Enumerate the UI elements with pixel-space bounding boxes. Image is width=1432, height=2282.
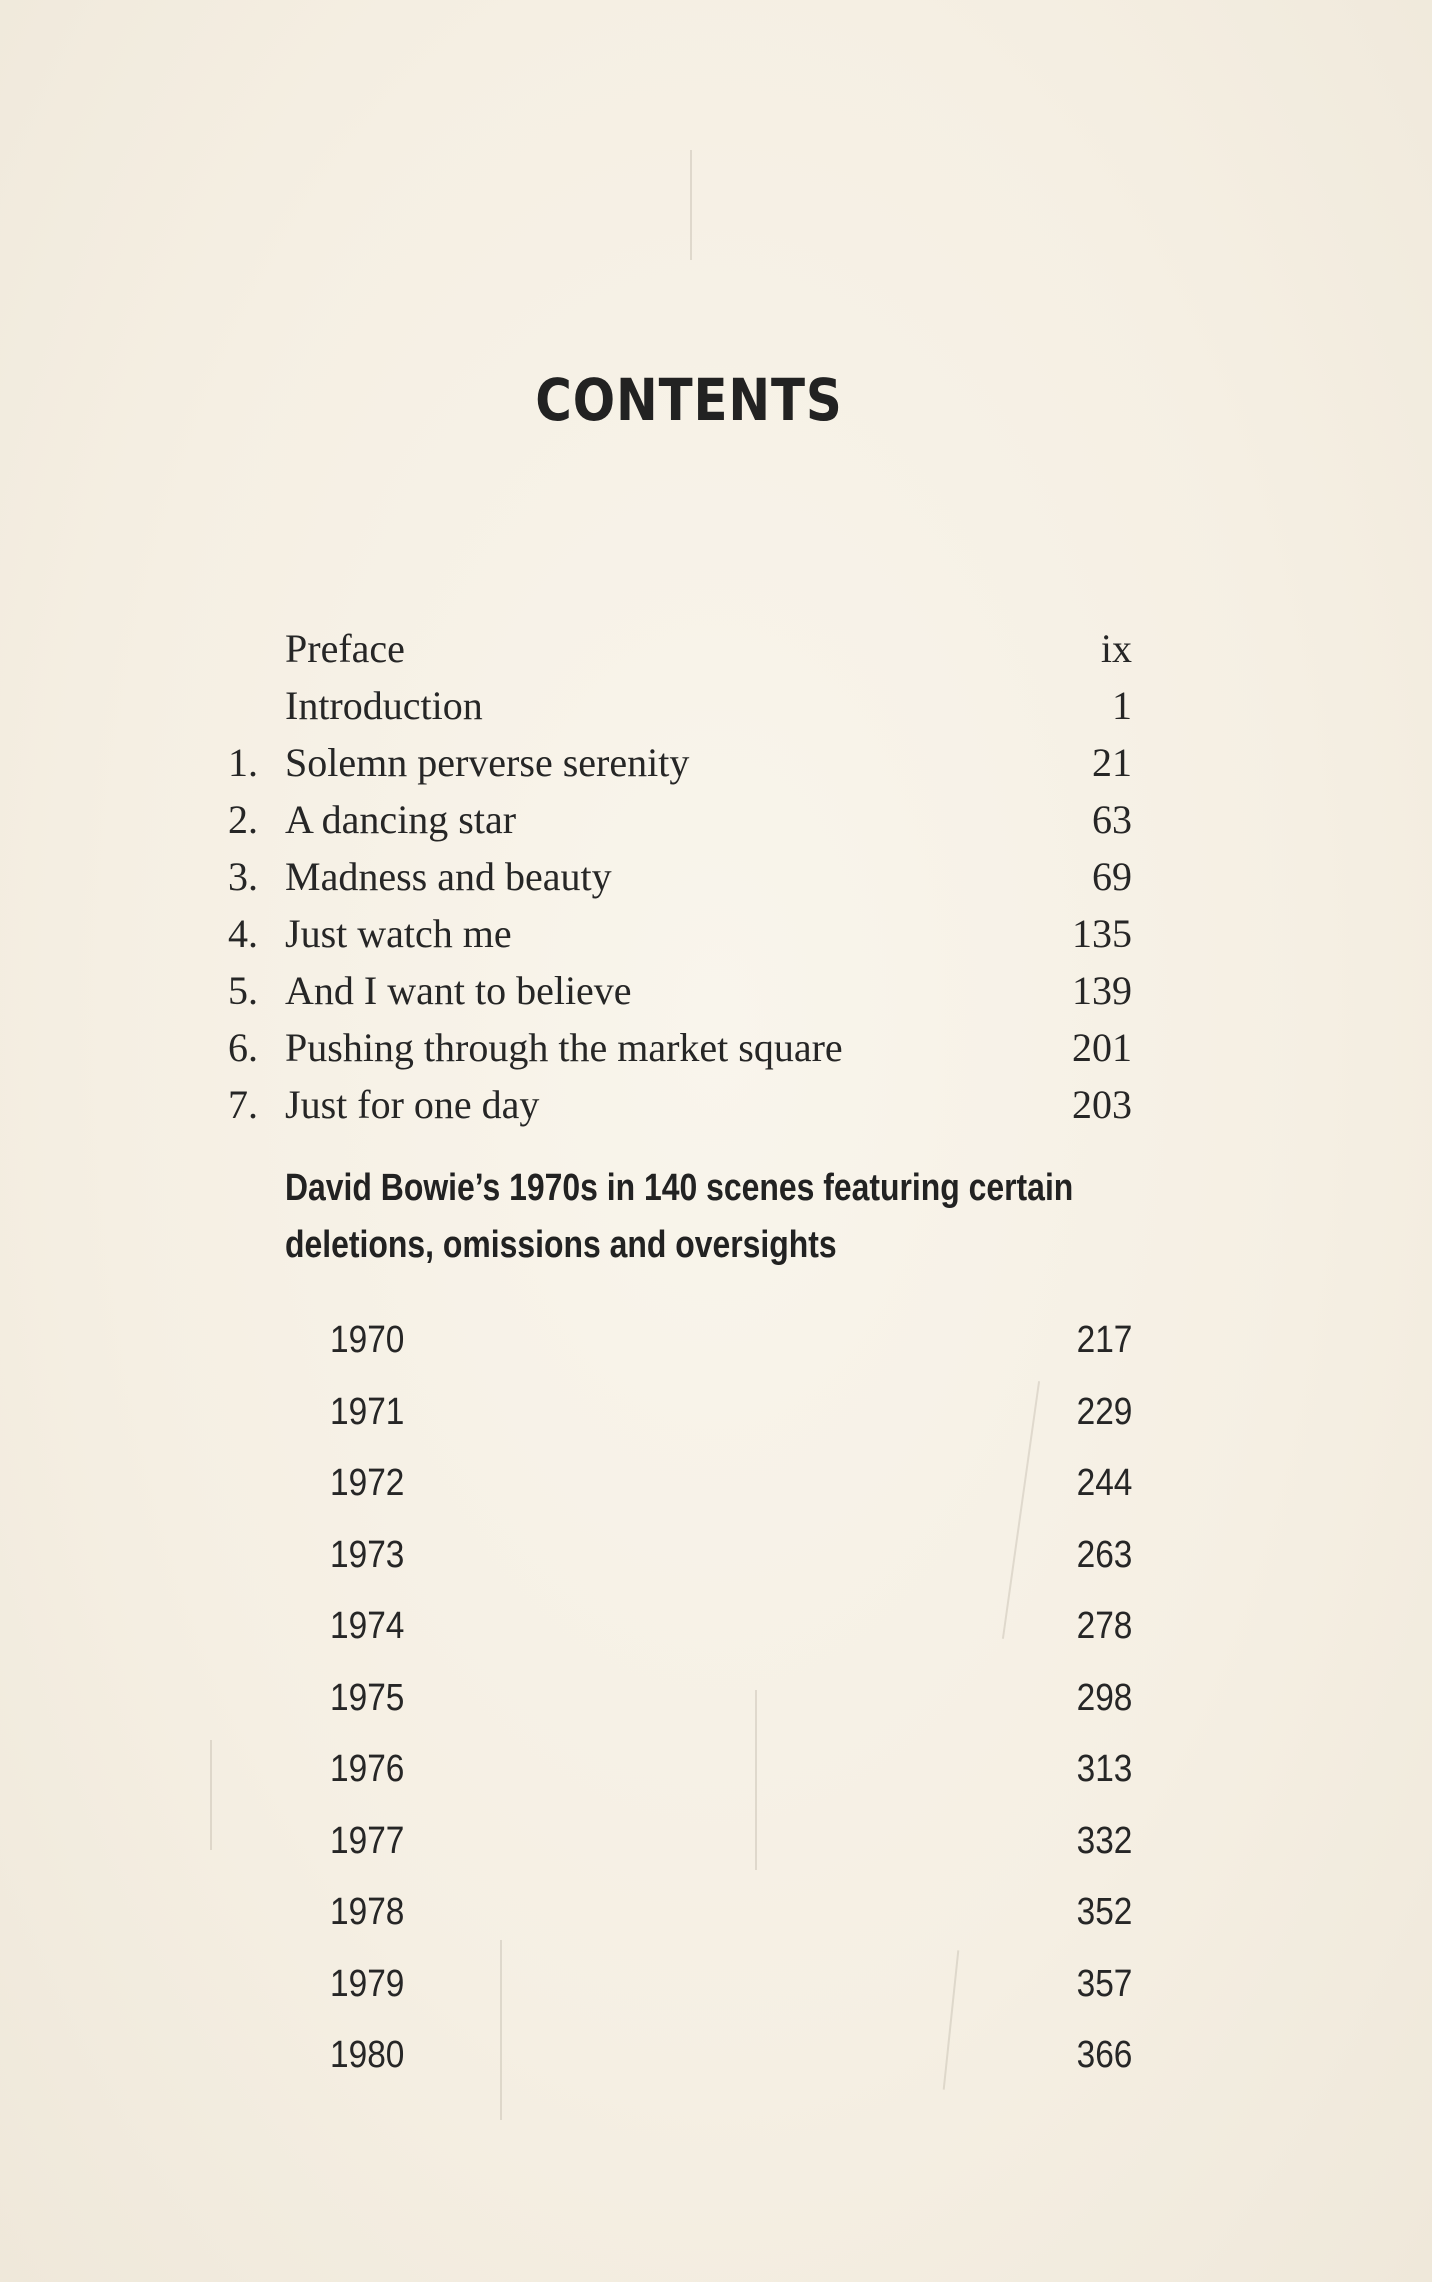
page-number: 313 [1076,1748,1132,1790]
chapter-number: 5. [228,968,258,1013]
toc-entry[interactable] [180,734,1132,791]
paper-mark [690,150,692,260]
year-label: 1974 [330,1605,405,1647]
year-label: 1970 [330,1319,405,1361]
chapter-title: And I want to believe [285,968,632,1013]
toc-entry[interactable] [180,1019,1132,1076]
page-number: 63 [1092,797,1132,842]
page-number: 203 [1072,1082,1132,1127]
year-entry[interactable] [330,1806,1132,1878]
toc-entry[interactable] [180,848,1132,905]
chapter-number: 6. [228,1025,258,1070]
year-label: 1977 [330,1819,405,1862]
chapter-title: Solemn perverse serenity [285,740,690,785]
paper-mark [210,1740,212,1850]
chapter-title: Introduction [285,683,483,728]
chapter-number: 1. [228,740,258,785]
toc-list [180,620,1132,1133]
toc-entry[interactable] [180,1076,1132,1133]
chapter-title: Madness and beauty [285,854,612,899]
year-entry[interactable] [330,1520,1132,1592]
year-list [330,1305,1132,2092]
chapter-title: A dancing star [285,797,517,842]
chapter-title: Just watch me [285,911,512,956]
chapter-number: 2. [228,797,258,842]
page-number: 139 [1072,968,1132,1013]
year-label: 1979 [330,1962,405,2005]
page-number: 21 [1092,740,1132,785]
page-number: 298 [1076,1676,1132,1719]
section-heading-line: deletions, omissions and oversights [285,1224,837,1266]
chapter-number: 3. [228,854,258,899]
page-number: 69 [1092,854,1132,899]
year-entry[interactable] [330,1448,1132,1520]
page-number: 135 [1072,911,1132,956]
page-number: 366 [1076,2034,1132,2076]
page-number: ix [1100,626,1132,671]
year-label: 1971 [330,1390,405,1433]
page-number: 244 [1076,1462,1132,1504]
year-label: 1975 [330,1676,405,1719]
year-label: 1973 [330,1533,405,1576]
toc-entry[interactable] [180,677,1132,734]
chapter-title: Pushing through the market square [285,1025,843,1070]
year-label: 1978 [330,1891,405,1933]
year-entry[interactable] [330,2020,1132,2092]
chapter-title: Just for one day [285,1082,540,1127]
toc-entry[interactable] [180,905,1132,962]
page-number: 332 [1076,1819,1132,1862]
page-number: 357 [1076,1962,1132,2005]
year-entry[interactable] [330,1734,1132,1806]
year-label: 1972 [330,1462,405,1504]
year-entry[interactable] [330,1663,1132,1735]
page-number: 1 [1112,683,1132,728]
page-number: 278 [1076,1605,1132,1647]
year-entry[interactable] [330,1591,1132,1663]
year-entry[interactable] [330,1305,1132,1377]
toc-entry[interactable] [180,620,1132,677]
chapter-number: 7. [228,1082,258,1127]
year-entry[interactable] [330,1377,1132,1449]
chapter-number: 4. [228,911,258,956]
year-label: 1980 [330,2034,405,2076]
chapter-title: Preface [285,626,405,671]
year-entry[interactable] [330,1877,1132,1949]
year-label: 1976 [330,1748,405,1790]
year-entry[interactable] [330,1949,1132,2021]
toc-entry[interactable] [180,791,1132,848]
page-number: 229 [1076,1390,1132,1433]
page-number: 201 [1072,1025,1132,1070]
section-heading[interactable] [285,1160,1135,1274]
page-number: 263 [1076,1533,1132,1576]
page-number: 352 [1076,1891,1132,1933]
page-number: 217 [1076,1319,1132,1361]
section-heading-line: David Bowie’s 1970s in 140 scenes featuring certain [285,1167,1074,1209]
toc-entry[interactable] [180,962,1132,1019]
page-title: CONTENTS [535,366,843,434]
